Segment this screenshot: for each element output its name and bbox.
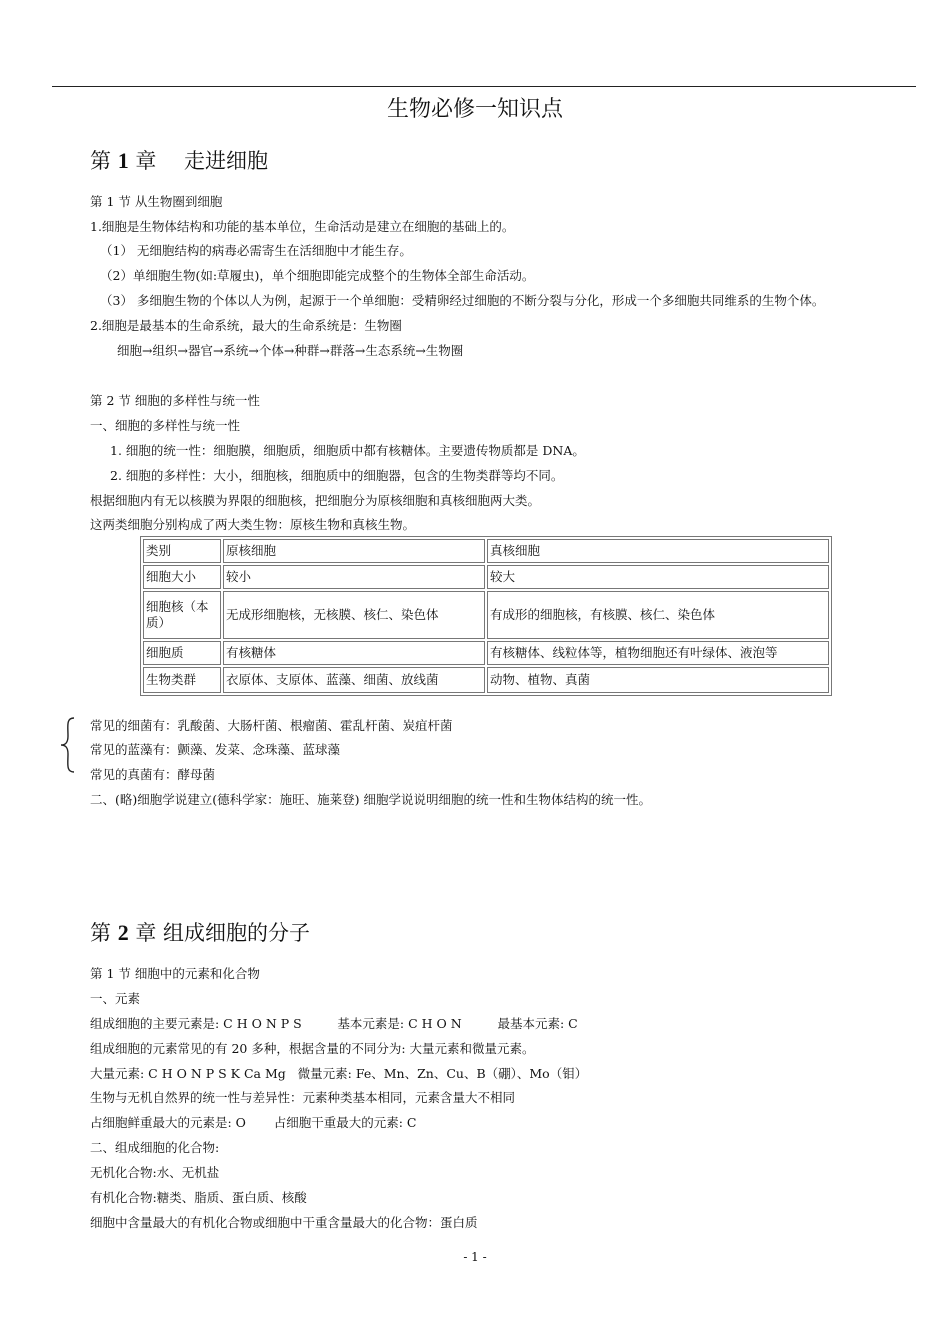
cell-comparison-table xyxy=(140,536,832,696)
table-cell: 较小 xyxy=(223,565,485,589)
text-line: （2）单细胞生物(如:草履虫)，单个细胞即能完成整个的生物体全部生命活动。 xyxy=(100,268,535,283)
text-line: 细胞中含量最大的有机化合物或细胞中干重含量最大的化合物：蛋白质 xyxy=(90,1215,478,1230)
table-cell: 细胞质 xyxy=(143,641,221,665)
text-line: 常见的真菌有：酵母菌 xyxy=(90,767,216,782)
text-line: 常见的蓝藻有：颤藻、发菜、念珠藻、蓝球藻 xyxy=(90,742,341,757)
table-row xyxy=(143,565,829,589)
curly-brace-icon xyxy=(58,716,80,774)
chapter-1-heading xyxy=(90,145,268,175)
text-line: （3） 多细胞生物的个体以人为例，起源于一个单细胞：受精卵经过细胞的不断分裂与分化，形成一个多细胞共同维系的生物个体。 xyxy=(100,293,825,308)
document-title: 生物必修一知识点 xyxy=(386,97,563,122)
top-rule xyxy=(52,86,916,87)
section-heading: 第 2 节 细胞的多样性与统一性 xyxy=(90,393,260,408)
table-cell: 有核糖体、线粒体等，植物细胞还有叶绿体、液泡等 xyxy=(487,641,829,665)
text-line: 组成细胞的元素常见的有 20 多种，根据含量的不同分为: 大量元素和微量元素。 xyxy=(90,1041,535,1056)
text-line: 2. 细胞的多样性：大小，细胞核，细胞质中的细胞器，包含的生物类群等均不同。 xyxy=(110,468,564,483)
text-line: 组成细胞的主要元素是: C H O N P S 基本元素是: C H O N 最基本元素: C xyxy=(90,1016,578,1031)
chapter-2-heading xyxy=(90,917,310,947)
chapter-2-number: 2 xyxy=(117,920,129,945)
table-row xyxy=(143,591,829,639)
page-number: - 1 - xyxy=(463,1250,487,1264)
chapter-1-number: 1 xyxy=(117,148,129,173)
text-line: 常见的细菌有：乳酸菌、大肠杆菌、根瘤菌、霍乱杆菌、炭疽杆菌 xyxy=(90,718,453,733)
table-cell: 较大 xyxy=(487,565,829,589)
text-line: 一、元素 xyxy=(90,991,141,1006)
text-line: 二、(略)细胞学说建立(德科学家：施旺、施莱登) 细胞学说说明细胞的统一性和生物体结构的统一性。 xyxy=(90,792,651,807)
table-header-row xyxy=(143,539,829,563)
text-line: 细胞→组织→器官→系统→个体→种群→群落→生态系统→生物圈 xyxy=(117,343,464,358)
text-line: 1. 细胞的统一性：细胞膜，细胞质，细胞质中都有核糖体。主要遗传物质都是 DNA。 xyxy=(110,443,585,458)
table-cell: 生物类群 xyxy=(143,667,221,693)
text-line: 2.细胞是最基本的生命系统，最大的生命系统是：生物圈 xyxy=(90,318,402,333)
text-line: 大量元素: C H O N P S K Ca Mg 微量元素: Fe、Mn、Zn、Cu、B（硼）、Mo（钼） xyxy=(90,1066,588,1081)
text-line: 占细胞鲜重最大的元素是: O 占细胞干重最大的元素: C xyxy=(90,1115,417,1130)
chapter-2-pre: 第 xyxy=(90,921,111,945)
table-cell: 细胞大小 xyxy=(143,565,221,589)
text-line: 二、组成细胞的化合物: xyxy=(90,1140,220,1155)
section-heading: 第 1 节 细胞中的元素和化合物 xyxy=(90,966,260,981)
table-cell: 无成形细胞核，无核膜、核仁、染色体 xyxy=(223,591,485,639)
text-line: 1.细胞是生物体结构和功能的基本单位，生命活动是建立在细胞的基础上的。 xyxy=(90,219,515,234)
text-line: 根据细胞内有无以核膜为界限的细胞核，把细胞分为原核细胞和真核细胞两大类。 xyxy=(90,493,541,508)
text-line: （1） 无细胞结构的病毒必需寄生在活细胞中才能生存。 xyxy=(100,243,412,258)
table-cell: 类别 xyxy=(143,539,221,563)
text-line: 这两类细胞分别构成了两大类生物：原核生物和真核生物。 xyxy=(90,517,416,532)
text-line: 一、细胞的多样性与统一性 xyxy=(90,418,241,433)
table-cell: 真核细胞 xyxy=(487,539,829,563)
table-cell: 原核细胞 xyxy=(223,539,485,563)
text-line: 有机化合物:糖类、脂质、蛋白质、核酸 xyxy=(90,1190,307,1205)
text-line: 生物与无机自然界的统一性与差异性：元素种类基本相同，元素含量大不相同 xyxy=(90,1090,516,1105)
chapter-2-title: 章 组成细胞的分子 xyxy=(135,921,311,945)
section-heading: 第 1 节 从生物圈到细胞 xyxy=(90,194,223,209)
table-cell: 细胞核（本质） xyxy=(143,591,221,639)
table-cell: 衣原体、支原体、蓝藻、细菌、放线菌 xyxy=(223,667,485,693)
table-cell: 有核糖体 xyxy=(223,641,485,665)
table-row xyxy=(143,667,829,693)
table-row xyxy=(143,641,829,665)
table-cell: 动物、植物、真菌 xyxy=(487,667,829,693)
chapter-1-pre: 第 xyxy=(90,149,111,173)
text-line: 无机化合物:水、无机盐 xyxy=(90,1165,220,1180)
table-cell: 有成形的细胞核，有核膜、核仁、染色体 xyxy=(487,591,829,639)
chapter-1-title: 章 走进细胞 xyxy=(135,149,269,173)
